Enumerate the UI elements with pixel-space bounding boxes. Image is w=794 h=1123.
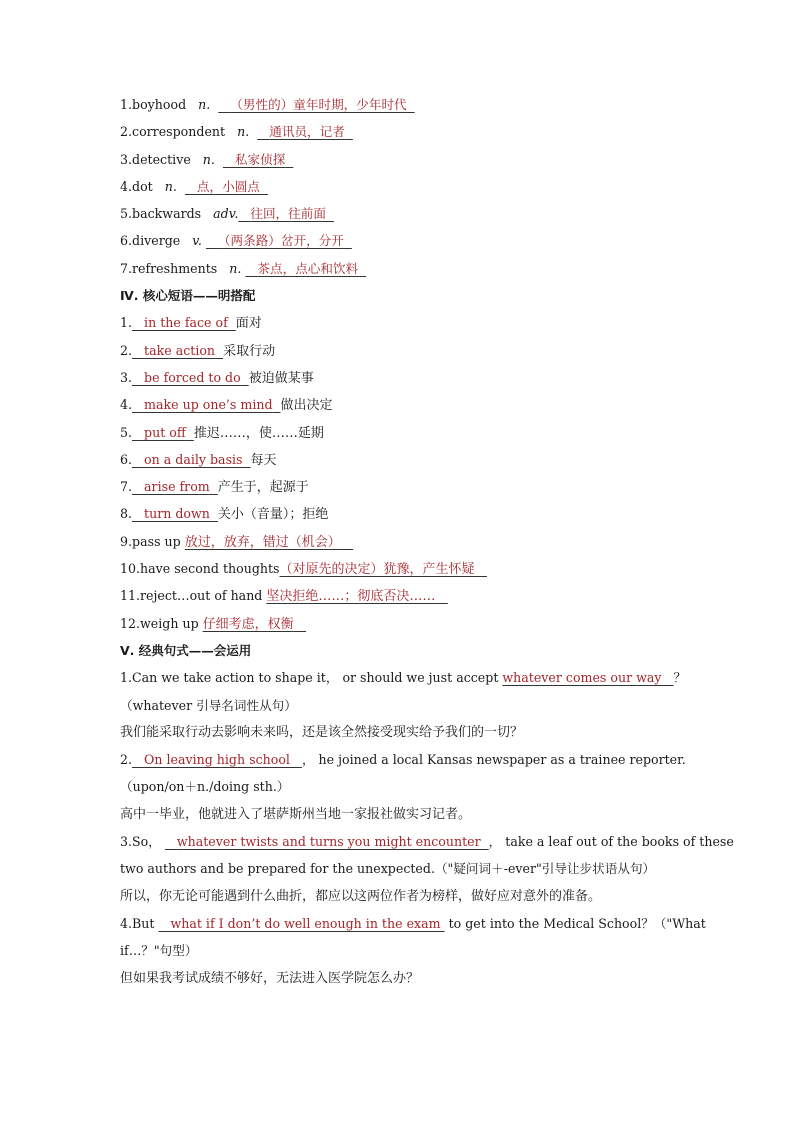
phrase-text: pass up — [132, 533, 181, 549]
part-of-speech: n. — [164, 178, 177, 194]
item-number: 6. — [120, 451, 133, 467]
phrase-answer: 坚决拒绝……；彻底否决…… — [266, 589, 436, 605]
phrase-answer: 放过，放弃，错过（机会） — [184, 534, 341, 550]
phrase-answer: take action — [144, 342, 216, 358]
sentence-2: 2. On leaving high school ， he joined a local Kansas newspaper as a trainee reporter. — [120, 752, 686, 768]
item-number: 3. — [120, 151, 133, 167]
phrase-text: have second thoughts — [140, 561, 280, 577]
sentence-4: 4.But what if I don’t do well enough in the exam to get into the Medical School？（"What — [120, 915, 706, 931]
vocab-word: backwards — [132, 206, 202, 222]
phrase-meaning: 被迫做某事 — [248, 370, 314, 386]
part-of-speech: adv. — [213, 206, 239, 222]
item-number: 7. — [120, 260, 133, 276]
item-number: 10. — [120, 561, 141, 577]
phrase-answer: turn down — [144, 506, 210, 522]
vocab-item — [120, 258, 680, 285]
phrase-item — [120, 422, 680, 449]
phrase-meaning: 采取行动 — [223, 343, 276, 359]
phrase-item — [120, 558, 680, 585]
item-number: 8. — [120, 506, 133, 522]
item-number: 9. — [120, 533, 133, 549]
item-number: 4. — [120, 178, 133, 194]
phrase-answer: be forced to do — [144, 369, 241, 385]
phrase-item — [120, 476, 680, 503]
phrase-text: weigh up — [140, 615, 199, 631]
sentence-translation: 我们能采取行动去影响未来吗，还是该全然接受现实给予我们的一切？ — [120, 724, 524, 740]
phrase-answer: 仔细考虑，权衡 — [202, 616, 294, 632]
phrase-meaning: 每天 — [250, 452, 277, 468]
item-number: 4. — [120, 397, 133, 413]
vocab-word: diverge — [132, 233, 181, 249]
vocab-answer: 通讯员，记者 — [269, 124, 345, 140]
vocab-answer: 点，小圆点 — [196, 178, 260, 194]
sentence-translation: 所以，你无论可能遇到什么曲折，都应以这两位作者为榜样，做好应对意外的准备。 — [120, 888, 602, 904]
item-number: 6. — [120, 233, 133, 249]
item-number: 3. — [120, 369, 133, 385]
vocab-item — [120, 121, 680, 148]
item-number: 11. — [120, 588, 141, 604]
vocab-answer: 私家侦探 — [234, 151, 286, 167]
phrase-item — [120, 503, 680, 530]
sentence-continuation: if…？"句型） — [120, 943, 198, 959]
phrase-meaning: 面对 — [235, 316, 262, 332]
item-number: 5. — [120, 206, 133, 222]
item-number: 2. — [120, 124, 133, 140]
sentence-answer: On leaving high school — [144, 752, 290, 768]
vocab-item — [120, 230, 680, 257]
phrase-item — [120, 394, 680, 421]
part-of-speech: n. — [202, 151, 215, 167]
phrase-answer: （对原先的决定）犹豫，产生怀疑 — [279, 562, 475, 578]
sentence-1: 1.Can we take action to shape it， or should we just accept whatever comes our way ？ — [120, 670, 687, 686]
sentence-answer: whatever twists and turns you might encounter — [176, 834, 481, 850]
phrase-meaning: 关小（音量）；拒绝 — [217, 507, 329, 523]
item-number: 12. — [120, 615, 141, 631]
worksheet-content — [120, 94, 734, 995]
item-number: 1. — [120, 97, 133, 112]
phrase-item — [120, 367, 680, 394]
sentence-translation: 但如果我考试成绩不够好，无法进入医学院怎么办？ — [120, 970, 420, 986]
sentence-3: 3.So， whatever twists and turns you might encounter ， take a leaf out of the books of these — [120, 834, 734, 850]
vocab-item — [120, 149, 680, 176]
sentence-continuation: two authors and be prepared for the unexpected.（"疑问词＋-ever"引导让步状语从句） — [120, 861, 656, 877]
vocab-word: refreshments — [132, 260, 218, 276]
phrase-item — [120, 585, 680, 612]
phrase-answer: on a daily basis — [144, 451, 243, 467]
phrase-text: reject…out of hand — [140, 588, 263, 604]
phrase-answer: arise from — [144, 479, 210, 495]
phrase-item — [120, 340, 680, 367]
vocab-word: detective — [132, 151, 191, 167]
phrase-item — [120, 613, 680, 640]
section-heading-phrases: Ⅳ. 核心短语——明搭配 — [120, 288, 256, 304]
phrase-item — [120, 531, 680, 558]
phrase-answer: in the face of — [144, 315, 228, 331]
vocab-word: dot — [132, 178, 153, 194]
grammar-note: （upon/on＋n./doing sth.） — [120, 779, 290, 795]
sentence-answer: whatever comes our way — [502, 670, 662, 686]
sentence-translation: 高中一毕业，他就进入了堪萨斯州当地一家报社做实习记者。 — [120, 806, 472, 822]
vocab-answer: 茶点，点心和饮料 — [257, 260, 359, 276]
phrase-item — [120, 312, 680, 339]
phrase-meaning: 做出决定 — [280, 398, 333, 414]
section-heading-sentences: Ⅴ. 经典句式——会运用 — [120, 642, 252, 658]
vocab-item — [120, 94, 680, 121]
phrase-answer: put off — [144, 424, 186, 440]
phrase-meaning: 推迟……，使……延期 — [193, 425, 324, 441]
vocab-word: boyhood — [132, 97, 187, 112]
phrase-item — [120, 449, 680, 476]
part-of-speech: v. — [192, 233, 202, 249]
part-of-speech: n. — [198, 97, 211, 112]
grammar-note: （whatever 引导名词性从句） — [120, 697, 297, 713]
sentence-answer: what if I don’t do well enough in the exam — [170, 915, 441, 931]
item-number: 2. — [120, 342, 133, 358]
item-number: 1. — [120, 315, 133, 331]
vocab-item — [120, 203, 680, 230]
vocab-answer: （男性的）童年时期，少年时代 — [230, 97, 407, 112]
vocab-answer: （两条路）岔开，分开 — [217, 233, 344, 249]
phrase-answer: make up one’s mind — [144, 397, 273, 413]
item-number: 7. — [120, 479, 133, 495]
part-of-speech: n. — [229, 260, 242, 276]
vocab-word: correspondent — [132, 124, 226, 140]
part-of-speech: n. — [237, 124, 250, 140]
vocab-answer: 往回，往前面 — [250, 206, 326, 222]
phrase-meaning: 产生于，起源于 — [217, 480, 309, 496]
item-number: 5. — [120, 424, 133, 440]
vocab-item — [120, 176, 680, 203]
